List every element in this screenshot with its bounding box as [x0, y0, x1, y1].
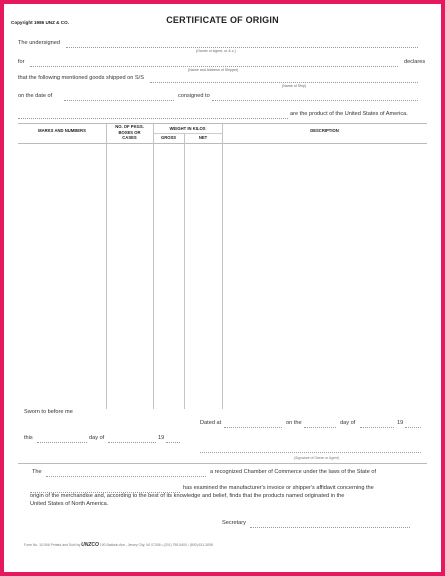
- owner-caption: (Owner or Agent, or & c.): [196, 49, 236, 53]
- form-number: Form No. 10-906 Printed and Sold by: [24, 543, 81, 547]
- section-divider: [18, 463, 427, 464]
- consigned-to-label: consigned to: [178, 93, 210, 99]
- weight-split-rule: [153, 133, 222, 134]
- day-field[interactable]: [304, 427, 336, 428]
- goods-shipped-label: that the following mentioned goods shipped on S/S: [18, 75, 144, 81]
- description-header: DESCRIPTION: [310, 128, 339, 133]
- goods-entry-area[interactable]: [18, 144, 427, 408]
- certificate-page: [4, 4, 441, 572]
- undersigned-field[interactable]: [66, 47, 418, 48]
- month-field[interactable]: [360, 427, 394, 428]
- secretary-field[interactable]: [250, 527, 410, 528]
- copyright-notice: Copyright 1986 UNZ & CO.: [11, 20, 69, 25]
- marks-header: MARKS AND NUMBERS: [38, 128, 86, 133]
- sworn-day-field[interactable]: [37, 442, 87, 443]
- undersigned-label: The undersigned: [18, 40, 60, 46]
- consignee-field[interactable]: [212, 100, 418, 101]
- examined-label: has examined the manufacturer's invoice or shipper's affidavit concerning the: [183, 485, 374, 491]
- brand-logo: UNZCO: [81, 542, 99, 548]
- pkgs-header-line: NO. OF PKGS.: [115, 124, 144, 129]
- signature-field[interactable]: [200, 452, 421, 453]
- recognized-label: a recognized Chamber of Commerce under the laws of the State of: [210, 469, 377, 475]
- footer: [24, 542, 213, 548]
- chamber-name-field[interactable]: [46, 476, 206, 477]
- pkgs-header-line: BOXES OR: [118, 129, 141, 135]
- name-address-caption: (Name and Address of Shipper): [188, 68, 239, 72]
- ship-caption: (Name of Ship): [282, 84, 307, 88]
- origin-label: origin of the merchandise and, according to the best of its knowledge and belief, finds that the products named originated in the: [30, 493, 345, 499]
- sworn-year-field[interactable]: [166, 442, 180, 443]
- day-of-label: day of: [340, 420, 356, 426]
- sworn-month-field[interactable]: [108, 442, 156, 443]
- for-label: for: [18, 59, 25, 65]
- pkgs-header-line: CASES: [122, 135, 137, 141]
- net-header: NET: [198, 135, 208, 140]
- sworn-year-label: 19: [158, 435, 165, 441]
- signature-caption: (Signature of Owner or Agent): [294, 456, 340, 460]
- dated-at-field[interactable]: [224, 427, 282, 428]
- on-the-label: on the: [286, 420, 302, 426]
- shipper-field[interactable]: [30, 66, 398, 67]
- sworn-before-label: Sworn to before me: [24, 409, 73, 415]
- pkgs-header: [106, 124, 153, 141]
- page-title: CERTIFICATE OF ORIGIN: [166, 15, 279, 25]
- the-label: The: [32, 469, 42, 475]
- ship-field[interactable]: [150, 82, 418, 83]
- declares-label: declares: [404, 59, 426, 65]
- this-label: this: [24, 435, 33, 441]
- usa-label: United States of North America.: [30, 501, 109, 507]
- dated-at-label: Dated at: [200, 420, 222, 426]
- secretary-label: Secretary: [222, 520, 246, 526]
- date-of-label: on the date of: [18, 93, 53, 99]
- consignee-continued-field[interactable]: [18, 118, 288, 119]
- product-of-label: are the product of the United States of America.: [290, 111, 408, 117]
- gross-header: GROSS: [160, 135, 177, 140]
- weight-header: WEIGHT IN KILOS: [169, 126, 206, 131]
- sworn-day-of-label: day of: [89, 435, 105, 441]
- year-label: 19: [397, 420, 404, 426]
- footer-address: 190 Baldwin Ave., Jersey City, NJ 07306 • (201) 795-5400 / (800) 631-3098: [99, 543, 213, 547]
- year-field[interactable]: [405, 427, 421, 428]
- date-field[interactable]: [64, 100, 174, 101]
